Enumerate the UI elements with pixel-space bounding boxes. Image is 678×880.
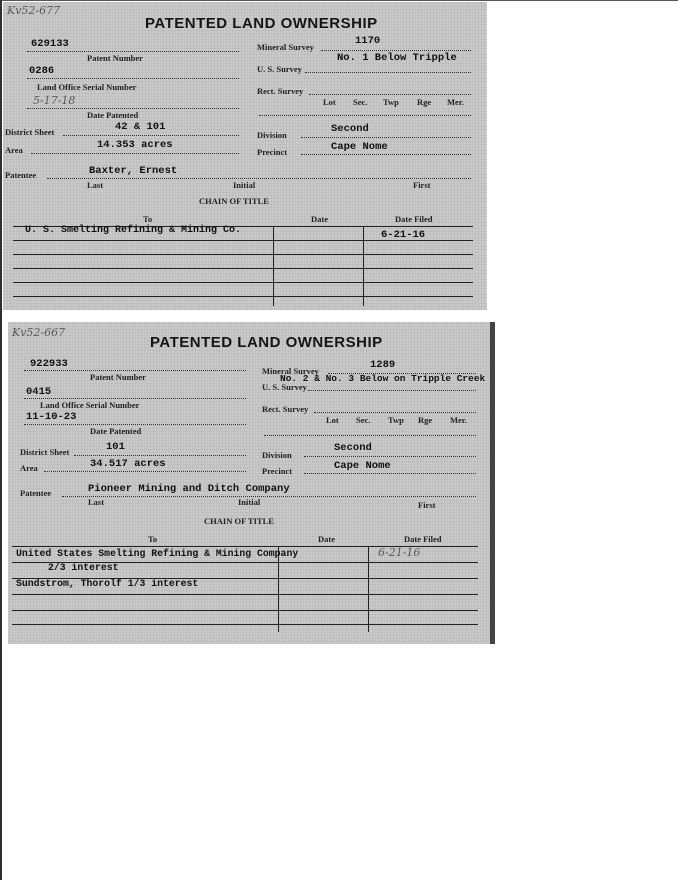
chain-header-to: To [148, 534, 158, 544]
precinct-label: Precinct [262, 466, 293, 476]
rect-col-sec: Sec. [353, 97, 368, 107]
precinct-value: Cape Nome [331, 141, 388, 153]
district-sheet-value: 101 [106, 441, 125, 453]
name-col-initial: Initial [238, 497, 261, 507]
chain-of-title-heading: CHAIN OF TITLE [199, 196, 269, 206]
patentee-value: Pioneer Mining and Ditch Company [88, 483, 290, 495]
patent-number-label: Patent Number [87, 53, 143, 63]
ownership-card-1 [3, 2, 487, 310]
division-label: Division [262, 450, 292, 460]
area-value: 14.353 acres [97, 139, 173, 151]
page-top-edge [0, 0, 678, 1]
patent-number-label: Patent Number [90, 372, 146, 382]
handwritten-reference: Kv52-677 [7, 4, 61, 17]
chain-row-1-to: U. S. Smelting Refining & Mining Co. [25, 225, 242, 236]
patentee-label: Patentee [20, 488, 52, 498]
mineral-survey-value: 1289 [370, 359, 396, 371]
chain-header-date: Date [311, 214, 328, 224]
precinct-label: Precinct [257, 147, 288, 157]
serial-number-value: 0286 [29, 65, 55, 77]
district-sheet-label: District Sheet [20, 447, 70, 457]
chain-row-2-to: 2/3 interest [48, 562, 119, 573]
rect-col-rge: Rge [417, 97, 432, 107]
us-survey-label: U. S. Survey [262, 382, 307, 392]
chain-row-1-date-filed: 6-21-16 [378, 546, 421, 559]
patentee-value: Baxter, Ernest [89, 165, 178, 177]
date-patented-value: 5-17-18 [33, 94, 76, 107]
serial-number-label: Land Office Serial Number [40, 400, 140, 410]
district-sheet-label: District Sheet [5, 127, 55, 137]
page-left-edge [0, 0, 2, 880]
name-col-last: Last [88, 497, 105, 507]
chain-row-3-to: Sundstrom, Thorolf 1/3 interest [16, 578, 199, 589]
rect-col-lot: Lot [323, 97, 336, 107]
mineral-survey-label: Mineral Survey [257, 42, 314, 52]
rect-col-mer: Mer. [447, 97, 464, 107]
precinct-value: Cape Nome [334, 460, 391, 472]
rect-col-mer: Mer. [450, 415, 467, 425]
us-survey-label: U. S. Survey [257, 64, 302, 74]
date-patented-value: 11-10-23 [26, 411, 77, 423]
date-patented-label: Date Patented [87, 110, 139, 120]
ownership-card-2 [8, 322, 495, 644]
us-survey-value: No. 2 & No. 3 Below on Tripple Creek [280, 373, 486, 384]
division-label: Division [257, 130, 287, 140]
division-value: Second [334, 442, 372, 454]
chain-header-date: Date [318, 534, 335, 544]
us-survey-value: No. 1 Below Tripple [337, 52, 457, 64]
name-col-initial: Initial [233, 180, 256, 190]
name-col-last: Last [87, 180, 104, 190]
mineral-survey-label: Mineral Survey [262, 366, 319, 376]
patent-number-value: 922933 [30, 358, 68, 370]
chain-row-1-to: United States Smelting Refining & Mining Company [16, 548, 299, 559]
chain-header-date-filed: Date Filed [395, 214, 433, 224]
card-title: PATENTED LAND OWNERSHIP [150, 334, 383, 351]
area-value: 34.517 acres [90, 458, 166, 470]
serial-number-value: 0415 [26, 386, 52, 398]
patentee-label: Patentee [5, 170, 37, 180]
chain-row-1-date-filed: 6-21-16 [381, 229, 426, 241]
card-title: PATENTED LAND OWNERSHIP [145, 15, 378, 32]
rect-col-rge: Rge [418, 415, 433, 425]
date-patented-label: Date Patented [90, 426, 142, 436]
district-sheet-value: 42 & 101 [115, 121, 166, 133]
chain-header-date-filed: Date Filed [404, 534, 442, 544]
handwritten-reference: Kv52-667 [12, 326, 66, 339]
serial-number-label: Land Office Serial Number [37, 82, 137, 92]
rect-survey-label: Rect. Survey [262, 404, 309, 414]
chain-header-to: To [143, 214, 153, 224]
area-label: Area [20, 463, 38, 473]
rect-survey-label: Rect. Survey [257, 86, 304, 96]
rect-col-lot: Lot [326, 415, 339, 425]
rect-col-sec: Sec. [356, 415, 371, 425]
chain-of-title-heading: CHAIN OF TITLE [204, 516, 274, 526]
mineral-survey-value: 1170 [355, 35, 381, 47]
name-col-first: First [413, 180, 431, 190]
name-col-first: First [418, 500, 436, 510]
division-value: Second [331, 123, 369, 135]
rect-col-twp: Twp [388, 415, 404, 425]
patent-number-value: 629133 [31, 38, 69, 50]
area-label: Area [5, 145, 23, 155]
rect-col-twp: Twp [383, 97, 399, 107]
